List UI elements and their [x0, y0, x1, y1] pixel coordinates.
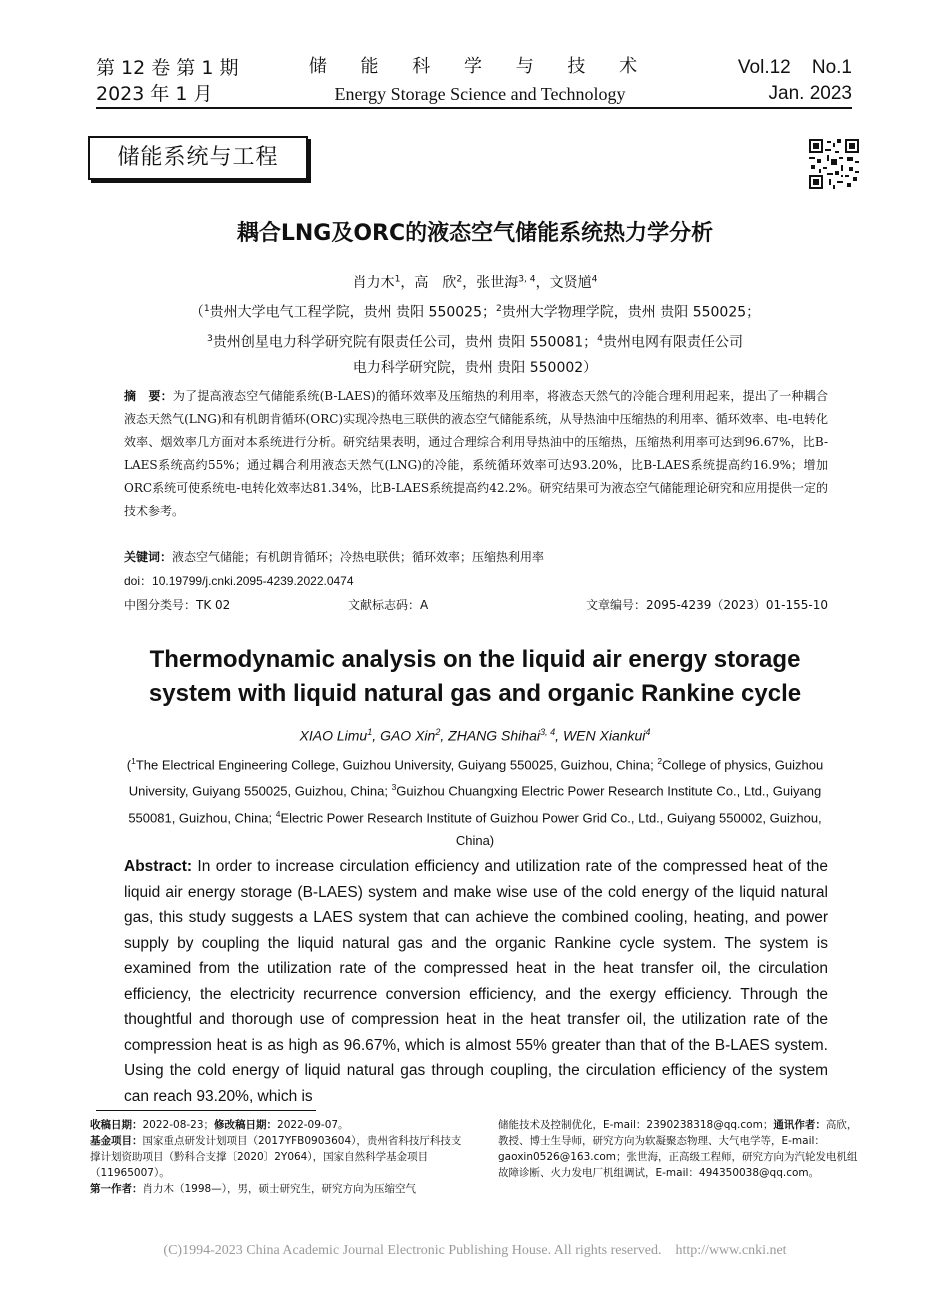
keywords-text: 液态空气储能；有机朗肯循环；冷热电联供；循环效率；压缩热利用率	[172, 550, 545, 564]
volume-cn: 第 12 卷 第 1 期	[96, 57, 239, 79]
affiliations-en: ($^1$The Electrical Engineering College, Guizhou University, Guiyang 550025, Guizhou, China; $^2$College of physics, Guizhou University, Guiyang 550025, Guizhou, China; $^3$Guizhou Chuangxing Electric Power Research Institute Co., Ltd., Guiyang 550081, Guizhou, China; $^4$Electric Power Research Institute of Guizhou Power Grid Co., Ltd., Guiyang 550002, Guizhou, China)	[126, 756, 824, 848]
clc-number: 中图分类号：TK 02	[124, 598, 231, 612]
author-cn-1: 肖力木	[352, 275, 395, 291]
doi[interactable]: doi：10.19799/j.cnki.2095-4239.2022.0474	[124, 574, 354, 588]
author-cn-4: 文贤馗	[549, 275, 592, 291]
footnotes-right: 储能技术及控制优化，E-mail：2390238318@qq.com；通讯作者：高欣，教授、博士生导师，研究方向为软凝聚态物理、大气电学等，E-mail：gaoxin0526@163.com；张世海，正高级工程师，研究方向为汽轮发电机组故障诊断、火力发电厂机组调试，E-mail：494350038@qq.com。	[498, 1119, 858, 1179]
author-en-3: ZHANG Shihai	[448, 727, 540, 744]
author-cn-2: 高 欣	[414, 275, 457, 291]
article-number: 文章编号：2095-4239（2023）01-155-10	[585, 598, 828, 612]
keywords-cn	[124, 548, 828, 565]
journal-issue-en	[738, 55, 852, 107]
volume-en: Vol.12 No.1	[737, 57, 852, 78]
abstract-en-text: In order to increase circulation efficiency and utilization rate of the compressed heat of the liquid air energy storage (B-LAES) system and make wise use of the cold energy of the liquid natural gas, this study suggests a LAES system that can achieve the combined cooling, heating, and power supply by coupling the liquid natural gas and the organic Rankine cycle system. The system is examined from the utilization rate of the compressed heat in the heat transfer oil, the circulation efficiency, the electricity recurrence conversion efficiency, and the exergy efficiency. Through the thoughtful and thorough use of compression heat in the heat transfer oil, the utilization rate of the compression heat is as high as 96.67%, which is almost 55% greater than that of the B-LAES system. Using the cold energy of liquid natural gas through coupling, the circulation efficiency of the system can reach 93.20%, which is	[124, 858, 828, 1105]
author-en-1: XIAO Limu	[299, 727, 368, 744]
author-cn-3: 张世海	[476, 275, 519, 291]
abstract-en	[124, 854, 828, 1109]
date-en: Jan. 2023	[768, 83, 852, 104]
abstract-cn-text: 为了提高液态空气储能系统(B-LAES)的循环效率及压缩热的利用率，将液态天然气的冷能合理利用起来，提出了一种耦合液态天然气(LNG)和有机朗肯循环(ORC)实现冷热电三联供的液态空气储能系统，从导热油中压缩热的利用率、循环效率、电-电转化效率、烟效率几方面对本系统进行分析。研究结果表明，通过合理综合利用导热油中的压缩热，压缩热利用率可达到96.67%，比B-LAES系统高约55%；通过耦合利用液态天然气(LNG)的冷能，系统循环效率可达93.20%，比B-LAES系统提高约16.9%；增加ORC系统可使系统电-电转化效率达81.34%，比B-LAES系统提高约42.2%。研究结果可为液态空气储能理论研究和应用提供一定的技术参考。	[124, 389, 828, 518]
author-en-4: WEN Xiankui	[562, 727, 646, 744]
qr-code-icon[interactable]	[809, 139, 859, 189]
title-cn: 耦合LNG及ORC的液态空气储能系统热力学分析	[236, 221, 714, 246]
abstract-cn	[124, 385, 828, 523]
journal-name-cn: 储 能 科 学 与 技 术	[308, 56, 652, 77]
document-code: 文献标志码：A	[348, 598, 429, 612]
journal-issue-cn	[96, 55, 238, 107]
title-en: Thermodynamic analysis on the liquid air energy storage system with liquid natural gas and organic Rankine cycle	[148, 646, 802, 707]
header-rule	[96, 107, 852, 109]
abstract-cn-label: 摘 要：	[124, 389, 173, 403]
copyright-footer: (C)1994-2023 China Academic Journal Electronic Publishing House. All rights reserved. http://www.cnki.net	[163, 1243, 787, 1258]
authors-cn: 肖力木$^1$，高 欣$^2$，张世海$^{3, 4}$，文贤馗$^4$	[352, 274, 598, 291]
footnote-rule	[96, 1110, 316, 1111]
journal-name	[300, 52, 660, 105]
footnotes-left: 收稿日期：2022-08-23；修改稿日期：2022-09-07。 基金项目：国家重点研发计划项目（2017YFB0903604），贵州省科技厅科技支撑计划资助项目（黔科合支撑〔2020〕2Y064），国家自然科学基金项目（11965007）。 第一作者：肖力木（1998—），男，硕士研究生，研究方向为压缩空气	[90, 1119, 462, 1195]
section-tag: 储能系统与工程	[88, 136, 308, 180]
date-cn: 2023 年 1 月	[96, 83, 213, 105]
authors-en: XIAO Limu$^1$, GAO Xin$^2$, ZHANG Shihai$^{3, 4}$, WEN Xiankui$^4$	[299, 727, 651, 744]
abstract-en-label: Abstract:	[124, 858, 193, 875]
keywords-label: 关键词：	[124, 550, 173, 564]
journal-name-en: Energy Storage Science and Technology	[334, 84, 626, 104]
author-en-2: GAO Xin	[380, 727, 436, 744]
affiliations-cn: （$^1$贵州大学电气工程学院，贵州 贵阳 550025；$^2$贵州大学物理学院，贵州 贵阳 550025； $^3$贵州创星电力科学研究院有限责任公司，贵州 贵阳 550081；$^4$贵州电网有限责任公司 电力科学研究院，贵州 贵阳 550002）	[189, 304, 761, 377]
